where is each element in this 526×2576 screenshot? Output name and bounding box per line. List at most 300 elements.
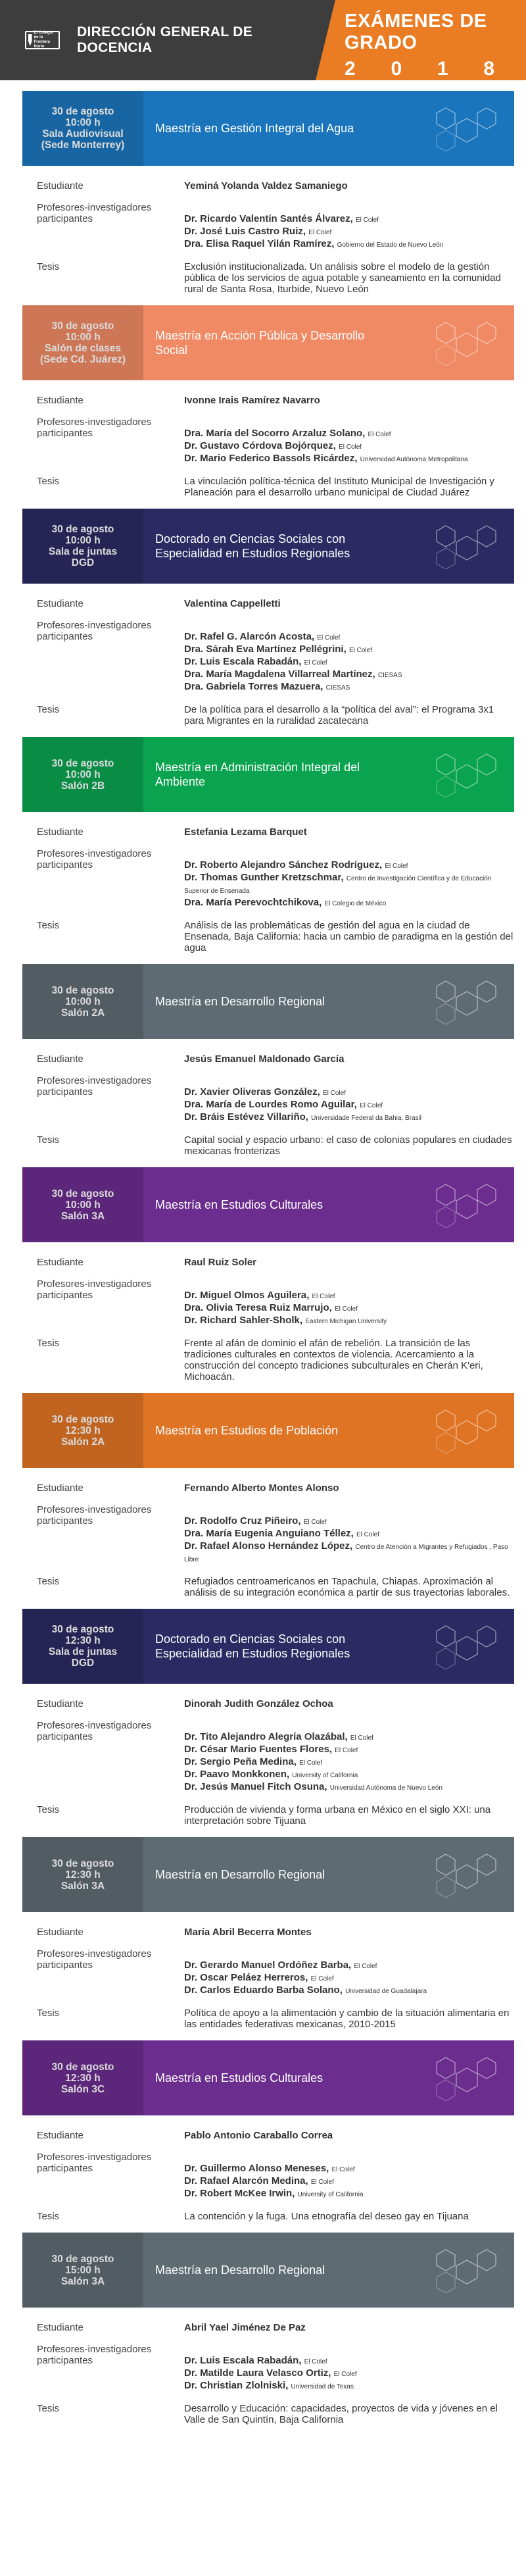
student-row (37, 1482, 514, 1494)
header-right (316, 0, 526, 80)
thesis-label: Tesis (37, 261, 60, 272)
professor-affiliation: El Colef (354, 1963, 377, 1970)
event-details (37, 180, 514, 295)
event-date-line: 12:30 h (65, 1425, 101, 1436)
program-name: Maestría en Estudios Culturales (155, 1198, 323, 1211)
professors-list (184, 2344, 514, 2392)
professors-row (37, 620, 514, 694)
professors-row (37, 417, 514, 465)
professor-affiliation: Eastern Michigan University (305, 1318, 387, 1325)
event-date-line: 12:30 h (65, 2072, 101, 2084)
event-date-line: Sala Audiovisual (42, 128, 124, 139)
professor-affiliation: El Colef (335, 1747, 358, 1754)
event-date-line: 12:30 h (65, 1869, 101, 1881)
professor-name: Dr. Mario Federico Bassols Ricárdez, (184, 453, 358, 464)
event-date-line: 30 de agosto (51, 524, 114, 535)
professor (184, 681, 514, 694)
professor (184, 1099, 514, 1111)
exam-event (0, 1837, 526, 2030)
professor (184, 1756, 514, 1769)
professors-list (184, 1504, 514, 1565)
event-details (37, 1053, 514, 1157)
professor-affiliation: El Colef (355, 216, 379, 224)
student-label: Estudiante (37, 2130, 84, 2141)
professor-name: Dra. Sárah Eva Martínez Pellégrini, (184, 644, 347, 655)
student-name: Dinorah Judith González Ochoa (184, 1698, 333, 1709)
thesis-label: Tesis (37, 2211, 60, 2222)
program-box (143, 964, 514, 1039)
professors-list (184, 202, 514, 251)
exam-event (0, 305, 526, 498)
student-label: Estudiante (37, 395, 84, 406)
professor-affiliation: El Colef (334, 1305, 358, 1313)
hexagons (426, 1182, 498, 1228)
exam-event (0, 737, 526, 953)
student-name: María Abril Becerra Montes (184, 1927, 312, 1938)
professor (184, 872, 514, 897)
thesis-row (37, 2403, 514, 2425)
colef-logo (25, 31, 60, 49)
hexagon-pattern-icon (426, 320, 498, 366)
student-row (37, 598, 514, 609)
event-date-line: Salón 3A (60, 1880, 105, 1892)
professor-affiliation: El Colef (385, 863, 408, 870)
thesis-label: Tesis (37, 476, 60, 487)
professor (184, 656, 514, 669)
professor-affiliation: Gobierno del Estado de Nuevo León (337, 241, 444, 249)
event-details (37, 395, 514, 498)
professor-name: Dr. Guillermo Alonso Meneses, (184, 2163, 329, 2174)
thesis-row (37, 1804, 514, 1827)
professor-name: Dr. Rafel G. Alarcón Acosta, (184, 631, 315, 642)
event-date-line: Salón 3C (60, 2083, 105, 2095)
program-name: Maestría en Acción Pública y Desarrollo Social (155, 329, 365, 357)
thesis-label: Tesis (37, 920, 60, 931)
event-details (37, 1482, 514, 1598)
event-date-line: 30 de agosto (51, 1857, 114, 1869)
professor-name: Dr. Robert McKee Irwin, (184, 2188, 295, 2199)
event-details (37, 1927, 514, 2030)
hexagons (426, 978, 498, 1024)
thesis-row (37, 261, 514, 295)
professor (184, 238, 514, 251)
professors-label: Profesores-investigadores participantes (37, 1278, 152, 1301)
professor (184, 859, 514, 872)
hexagons (426, 751, 498, 797)
professors-row (37, 2152, 514, 2200)
professors-row (37, 202, 514, 251)
professor-affiliation: Centro de Atención a Migrantes y Refugiados , Paso Libre (184, 1544, 508, 1563)
professors-row (37, 1948, 514, 1997)
professor (184, 1744, 514, 1756)
event-date-line: 12:30 h (65, 1635, 101, 1646)
professor-affiliation: El Colef (304, 2358, 327, 2365)
hexagon-pattern-icon (426, 2247, 498, 2293)
event-banner (22, 2040, 514, 2115)
professors-list (184, 1720, 514, 1794)
student-row (37, 2322, 514, 2333)
professor-affiliation: El Colef (310, 1975, 334, 1983)
student-label: Estudiante (37, 826, 84, 838)
thesis-title: Análisis de las problemáticas de gestión del agua en la ciudad de Ensenada, Baja California: hacia un cambio de paradigma en la gestión del agua (184, 920, 514, 953)
professor (184, 2188, 514, 2200)
thesis-title: Refugiados centroamericanos en Tapachula, Chiapas. Aproximación al análisis de su integración económica a partir de sus trayectorias laborales. (184, 1576, 510, 1598)
event-datetime (22, 2040, 143, 2115)
student-label: Estudiante (37, 180, 84, 191)
professor-affiliation: El Colef (348, 647, 372, 654)
exam-event (0, 1393, 526, 1598)
professor (184, 2163, 514, 2175)
program-name: Doctorado en Ciencias Sociales con Especialidad en Estudios Regionales (155, 1632, 350, 1660)
event-banner (22, 1609, 514, 1684)
program-box (143, 91, 514, 166)
event-datetime (22, 509, 143, 584)
professor (184, 644, 514, 656)
program-name: Maestría en Estudios de Población (155, 1424, 339, 1437)
events-list (0, 91, 526, 2425)
professor-affiliation: El Colef (317, 634, 341, 642)
professors-list (184, 620, 514, 694)
professor-affiliation: El Colef (356, 1531, 380, 1538)
professor (184, 428, 514, 440)
thesis-title: Política de apoyo a la alimentación y cambio de la situación alimentaria en las entidades federativas mexicanas, 2010-2015 (184, 2008, 510, 2030)
hexagon-pattern-icon (426, 978, 498, 1024)
professor-affiliation: El Colef (312, 1293, 335, 1300)
program-name: Maestría en Desarrollo Regional (155, 2263, 325, 2277)
professor-affiliation: El Colef (360, 1102, 383, 1109)
event-date-line: (Sede Monterrey) (41, 139, 125, 151)
professor-name: Dr. César Mario Fuentes Flores, (184, 1744, 333, 1755)
student-row (37, 1927, 514, 1938)
professor (184, 1781, 514, 1794)
event-datetime (22, 2233, 143, 2308)
professor-affiliation: El Colef (331, 2166, 355, 2173)
professor-affiliation: CIESAS (325, 684, 350, 692)
event-date-line: Sala de juntas (48, 1646, 118, 1657)
professor-name: Dr. Gerardo Manuel Ordóñez Barba, (184, 1959, 352, 1971)
exam-event (0, 2233, 526, 2425)
event-date-line: DGD (71, 557, 95, 568)
exam-event (0, 2040, 526, 2222)
professor-name: Dr. Christian Zlolniski, (184, 2380, 289, 2391)
program-box (143, 2233, 514, 2308)
professor (184, 1515, 514, 1528)
event-details (37, 598, 514, 726)
student-name: Estefania Lezama Barquet (184, 826, 307, 838)
event-details (37, 1257, 514, 1382)
professor-affiliation: El Colef (368, 431, 391, 438)
professor-name: Dr. Paavo Monkkonen, (184, 1769, 290, 1780)
professor-name: Dr. José Luis Castro Ruiz, (184, 226, 306, 237)
professor-affiliation: Universidad de Guadalajara (345, 1988, 427, 1995)
hexagon-pattern-icon (426, 1852, 498, 1898)
thesis-row (37, 920, 514, 953)
hexagons (426, 1407, 498, 1453)
professor-name: Dr. Richard Sahler-Sholk, (184, 1315, 303, 1326)
professor-name: Dr. Rafael Alonso Hernández López, (184, 1540, 353, 1552)
professors-row (37, 1720, 514, 1794)
hexagon-pattern-icon (426, 1407, 498, 1453)
professor-name: Dr. Rafael Alarcón Medina, (184, 2175, 308, 2186)
program-name: Maestría en Desarrollo Regional (155, 995, 325, 1008)
professor-affiliation: Universidad de Texas (291, 2383, 354, 2390)
logo-text: El Colegio de la Frontera Norte (34, 31, 53, 49)
professor (184, 453, 514, 465)
event-date-line: Salón 2A (60, 1007, 105, 1019)
student-row (37, 2130, 514, 2141)
student-label: Estudiante (37, 1053, 84, 1065)
header-title: DIRECCIÓN GENERAL DE DOCENCIA (77, 24, 253, 55)
event-banner (22, 737, 514, 812)
professors-list (184, 2152, 514, 2200)
professor-affiliation: El Colef (310, 2179, 334, 2186)
event-date-line: 30 de agosto (51, 984, 114, 996)
professor-name: Dra. María Eugenia Anguiano Téllez, (184, 1528, 354, 1539)
event-datetime (22, 1393, 143, 1468)
program-box (143, 1393, 514, 1468)
thesis-title: Frente al afán de dominio el afán de rebelión. La transición de las tradiciones culturales en contextos de violencia. Acercamiento a la construcción del concepto tradiciones subculturales en Cherán K'eri, Michoacán. (184, 1338, 483, 1382)
professor (184, 2355, 514, 2367)
program-name: Maestría en Gestión Integral del Agua (155, 122, 354, 135)
event-banner (22, 1167, 514, 1242)
thesis-label: Tesis (37, 1804, 60, 1815)
professor-name: Dr. Carlos Eduardo Barba Solano, (184, 1984, 343, 1996)
event-date-line: 30 de agosto (51, 320, 114, 332)
event-date-line: (Sede Cd. Juárez) (39, 354, 126, 365)
thesis-title: Capital social y espacio urbano: el caso de colonias populares en ciudades mexicanas fronterizas (184, 1134, 512, 1157)
professor (184, 1769, 514, 1781)
thesis-title: La contención y la fuga. Una etnografía del deseo gay en Tijuana (184, 2211, 469, 2222)
professor-affiliation: University of California (297, 2191, 364, 2198)
hexagons (426, 2247, 498, 2293)
student-row (37, 1257, 514, 1268)
student-name: Valentina Cappelletti (184, 598, 281, 609)
year-digit: 2 (345, 58, 356, 80)
program-box (143, 1837, 514, 1912)
event-date-line: Salón 3A (60, 2275, 105, 2287)
hexagon-pattern-icon (426, 751, 498, 797)
professor-affiliation: El Colef (303, 1519, 327, 1526)
professor-name: Dr. Roberto Alejandro Sánchez Rodríguez, (184, 859, 383, 871)
event-date-line: 10:00 h (65, 769, 101, 780)
professor (184, 1290, 514, 1302)
student-label: Estudiante (37, 1927, 84, 1938)
professor (184, 1731, 514, 1744)
professor-name: Dr. Sergio Peña Medina, (184, 1756, 297, 1767)
professor-affiliation: El Colef (350, 1734, 373, 1742)
student-row (37, 180, 514, 191)
thesis-title: Producción de vivienda y forma urbana en México en el siglo XXI: una interpretación sobre Tijuana (184, 1804, 491, 1827)
professor-affiliation: University of California (292, 1772, 358, 1779)
student-name: Jesús Emanuel Maldonado García (184, 1053, 345, 1065)
professors-label: Profesores-investigadores participantes (37, 202, 152, 224)
event-date-line: 30 de agosto (51, 1624, 114, 1635)
thesis-label: Tesis (37, 1576, 60, 1587)
exam-event (0, 509, 526, 726)
event-date-line: 30 de agosto (51, 2253, 114, 2265)
professor (184, 1302, 514, 1315)
thesis-row (37, 704, 514, 726)
hexagon-pattern-icon (426, 1623, 498, 1669)
professors-label: Profesores-investigadores participantes (37, 1504, 152, 1527)
event-banner (22, 1393, 514, 1468)
professor (184, 2175, 514, 2188)
event-datetime (22, 1837, 143, 1912)
exam-title: EXÁMENES DE GRADO (345, 11, 487, 53)
professors-label: Profesores-investigadores participantes (37, 1720, 152, 1742)
event-date-line: Salón 3A (60, 1210, 105, 1222)
student-name: Pablo Antonio Caraballo Correa (184, 2130, 333, 2141)
year-digit: 1 (437, 58, 448, 80)
professor-affiliation: El Colef (308, 229, 332, 236)
professor-name: Dr. Jesús Manuel Fitch Osuna, (184, 1781, 327, 1792)
thesis-label: Tesis (37, 704, 60, 715)
hexagons (426, 2055, 498, 2101)
event-banner (22, 964, 514, 1039)
hexagons (426, 1623, 498, 1669)
event-date-line: Salón 2A (60, 1436, 105, 1448)
year-digit: 0 (391, 58, 402, 80)
thesis-row (37, 1576, 514, 1598)
professor-affiliation: Centro de Investigación Científica y de Educación Superior de Ensenada (184, 875, 492, 895)
professor-affiliation: El Colef (339, 443, 362, 451)
exam-event (0, 1609, 526, 1827)
professor-affiliation: El Colef (333, 2371, 357, 2378)
hexagons (426, 320, 498, 366)
student-row (37, 1053, 514, 1065)
professor (184, 1972, 514, 1984)
thesis-label: Tesis (37, 2008, 60, 2019)
exam-event (0, 1167, 526, 1382)
event-details (37, 826, 514, 953)
professors-label: Profesores-investigadores participantes (37, 848, 152, 871)
professor-name: Dr. Luis Escala Rabadán, (184, 2355, 302, 2366)
thesis-title: Desarrollo y Educación: capacidades, proyectos de vida y jóvenes en el Valle de San Quintín, Baja California (184, 2403, 498, 2425)
event-banner (22, 91, 514, 166)
event-datetime (22, 305, 143, 380)
hexagon-pattern-icon (426, 523, 498, 569)
thesis-label: Tesis (37, 1338, 60, 1349)
thesis-row (37, 476, 514, 498)
professor-name: Dra. Olivia Teresa Ruiz Marrujo, (184, 1302, 332, 1313)
professor-name: Dra. María Perevochtchikova, (184, 897, 322, 908)
logo-shield-icon (28, 34, 32, 46)
professors-list (184, 417, 514, 465)
professor-name: Dra. Elisa Raquel Yilán Ramírez, (184, 238, 335, 249)
thesis-row (37, 1338, 514, 1382)
thesis-row (37, 2008, 514, 2030)
student-label: Estudiante (37, 1257, 84, 1268)
professor-name: Dr. Rodolfo Cruz Piñeiro, (184, 1515, 301, 1527)
professor-affiliation: El Colef (304, 659, 327, 667)
event-date-line: 15:00 h (65, 2264, 101, 2276)
thesis-row (37, 1134, 514, 1157)
professor (184, 1528, 514, 1540)
hexagons (426, 1852, 498, 1898)
professor-name: Dra. Gabriela Torres Mazuera, (184, 681, 323, 692)
student-row (37, 395, 514, 406)
professor-affiliation: Universidad Autónoma de Nuevo León (329, 1784, 442, 1792)
program-box (143, 305, 514, 380)
hexagon-pattern-icon (426, 1182, 498, 1228)
professor-name: Dra. María Magdalena Villarreal Martínez, (184, 669, 375, 680)
page-header (0, 0, 526, 80)
event-date-line: 30 de agosto (51, 1413, 114, 1425)
thesis-title: Exclusión institucionalizada. Un análisis sobre el modelo de la gestión pública de los servicios de agua potable y saneamiento en la comunidad rural de Santa Rosa, Iturbide, Nuevo León (184, 261, 501, 295)
year (345, 58, 494, 80)
student-label: Estudiante (37, 1482, 84, 1494)
professors-label: Profesores-investigadores participantes (37, 1075, 152, 1098)
thesis-label: Tesis (37, 1134, 60, 1146)
student-name: Fernando Alberto Montes Alonso (184, 1482, 339, 1494)
event-date-line: 10:00 h (65, 332, 101, 343)
event-banner (22, 509, 514, 584)
professor (184, 669, 514, 681)
professor (184, 1086, 514, 1099)
student-label: Estudiante (37, 1698, 84, 1709)
professors-row (37, 848, 514, 909)
professor-name: Dra. María del Socorro Arzaluz Solano, (184, 428, 366, 439)
professor (184, 1315, 514, 1327)
exam-event (0, 91, 526, 295)
program-name: Maestría en Administración Integral del Ambiente (155, 761, 360, 788)
exam-event (0, 964, 526, 1157)
professors-row (37, 2344, 514, 2392)
professors-label: Profesores-investigadores participantes (37, 2152, 152, 2174)
program-box (143, 737, 514, 812)
professor-name: Dr. Luis Escala Rabadán, (184, 656, 302, 667)
event-datetime (22, 964, 143, 1039)
professor (184, 440, 514, 453)
student-name: Raul Ruiz Soler (184, 1257, 257, 1268)
student-label: Estudiante (37, 598, 84, 609)
event-datetime (22, 1609, 143, 1684)
program-box (143, 2040, 514, 2115)
professor (184, 897, 514, 909)
professor-name: Dr. Matilde Laura Velasco Ortiz, (184, 2367, 331, 2379)
professor-name: Dra. María de Lourdes Romo Aguilar, (184, 1099, 357, 1110)
event-date-line: 10:00 h (65, 1199, 101, 1211)
hexagon-pattern-icon (426, 2055, 498, 2101)
professors-label: Profesores-investigadores participantes (37, 1948, 152, 1971)
thesis-title: De la política para el desarrollo a la “política del aval”: el Programa 3x1 para Migrantes en la ruralidad zacatecana (184, 704, 494, 726)
professor (184, 1959, 514, 1972)
event-date-line: 10:00 h (65, 996, 101, 1007)
event-date-line: 10:00 h (65, 117, 101, 128)
professors-row (37, 1075, 514, 1124)
event-banner (22, 2233, 514, 2308)
professor-name: Dr. Xavier Oliveras González, (184, 1086, 320, 1098)
professor-name: Dr. Oscar Peláez Herreros, (184, 1972, 308, 1983)
professor-affiliation: CIESAS (377, 672, 402, 679)
hexagons (426, 523, 498, 569)
professor-name: Dr. Thomas Gunther Kretzschmar, (184, 872, 344, 883)
event-datetime (22, 1167, 143, 1242)
professor (184, 1111, 514, 1124)
program-box (143, 1609, 514, 1684)
professors-list (184, 1278, 514, 1327)
event-datetime (22, 737, 143, 812)
professor-name: Dr. Ricardo Valentín Santés Álvarez, (184, 213, 353, 224)
professor (184, 213, 514, 226)
event-details (37, 2322, 514, 2425)
event-banner (22, 305, 514, 380)
professors-row (37, 1278, 514, 1327)
professor-affiliation: El Colef (299, 1759, 323, 1767)
program-box (143, 1167, 514, 1242)
student-label: Estudiante (37, 2322, 84, 2333)
thesis-label: Tesis (37, 2403, 60, 2414)
